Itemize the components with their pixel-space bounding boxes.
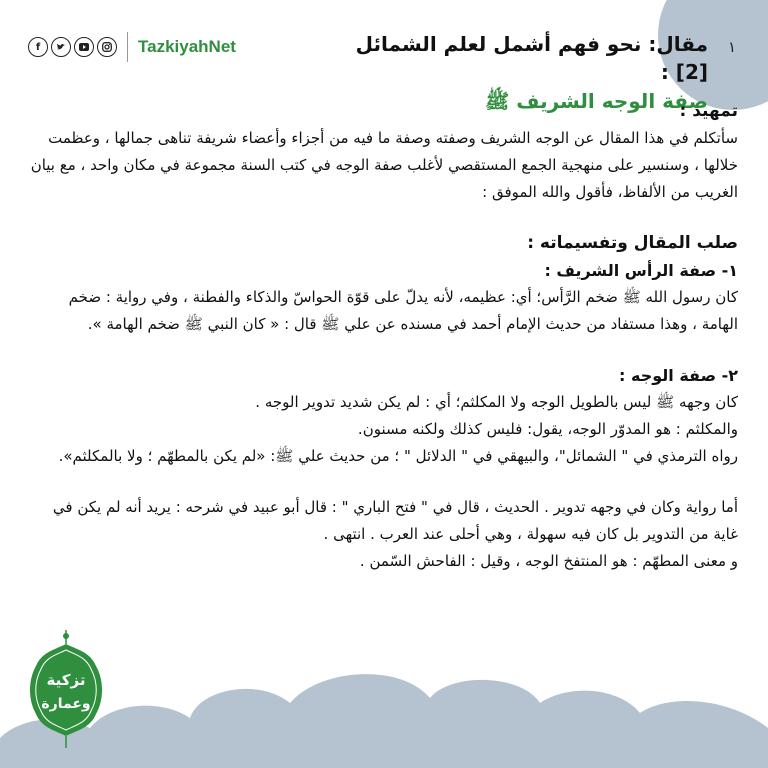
- svg-text:وعمارة: وعمارة: [41, 696, 91, 712]
- intro-heading: تمهيد :: [679, 101, 738, 121]
- instagram-icon[interactable]: [97, 37, 117, 57]
- body-heading: صلب المقال وتفسيماته :: [527, 233, 738, 253]
- article-subtitle: صفة الوجه الشريف ﷺ: [485, 89, 708, 113]
- social-links: [28, 37, 117, 57]
- intro-text: سأتكلم في هذا المقال عن الوجه الشريف وصفته وصفة ما فيه من أجزاء وأعضاء شريفة تناهى جمالها ، وعظمت خلالها ، وسنسير على منهجية الجمع المستقصي لأغلب صفة الوجه في كتب السنة مجموعة في مكان واحد ، مع بيان الغريب من الألفاظ، فأقول والله الموفق :: [30, 129, 738, 201]
- article-content: [28, 98, 738, 575]
- article-title: مقال: نحو فهم أشمل لعلم الشمائل [2] :: [355, 32, 708, 84]
- section2-line2: والمكلثم : هو المدوّر الوجه، يقول: فليس كذلك ولكنه مسنون.: [357, 420, 738, 438]
- section2-line3: رواه الترمذي في " الشمائل"، والبيهقي في " الدلائل " ؛ من حديث علي ﷺ: «لم يكن بالمطهّم ؛ ولا بالمكلثم».: [58, 447, 738, 465]
- section3-text: أما رواية وكان في وجهه تدوير . الحديث ، قال في " فتح الباري " : قال أبو عبيد في شرحه : يريد أنه لم يكن في غاية من التدوير بل كان فيه سهولة ، وهي أحلى عند العرب . انتهى .: [52, 498, 738, 543]
- section3-line2: و معنى المطهّم : هو المنتفخ الوجه ، وقيل : الفاحش السّمن .: [359, 552, 738, 570]
- brand-divider: [127, 32, 128, 62]
- tazkiyah-logo: [26, 630, 106, 748]
- facebook-icon[interactable]: f: [28, 37, 48, 57]
- brand-name[interactable]: TazkiyahNet: [138, 37, 236, 56]
- page-number: ١: [727, 38, 736, 56]
- cloud-decoration: [0, 658, 768, 768]
- twitter-icon[interactable]: [51, 37, 71, 57]
- section1-text: كان رسول الله ﷺ ضخم الرَّأس؛ أي: عظيمه، لأنه يدلّ على قوّة الحواسّ والذكاء والفطنة ، وفي رواية : ضخم الهامة ، وهذا مستفاد من حديث الإمام أحمد في مسنده عن علي ﷺ قال : « كان النبي ﷺ ضخم الهامة ».: [68, 288, 738, 333]
- svg-text:تزكية: تزكية: [46, 671, 86, 689]
- section2-line1: كان وجهه ﷺ ليس بالطويل الوجه ولا المكلثم؛ أي : لم يكن شديد تدوير الوجه .: [255, 393, 738, 411]
- brand-bar: [28, 32, 236, 62]
- section1-title: ١- صفة الرأس الشريف :: [544, 261, 738, 280]
- section2-title: ٢- صفة الوجه :: [619, 366, 738, 385]
- youtube-icon[interactable]: [74, 37, 94, 57]
